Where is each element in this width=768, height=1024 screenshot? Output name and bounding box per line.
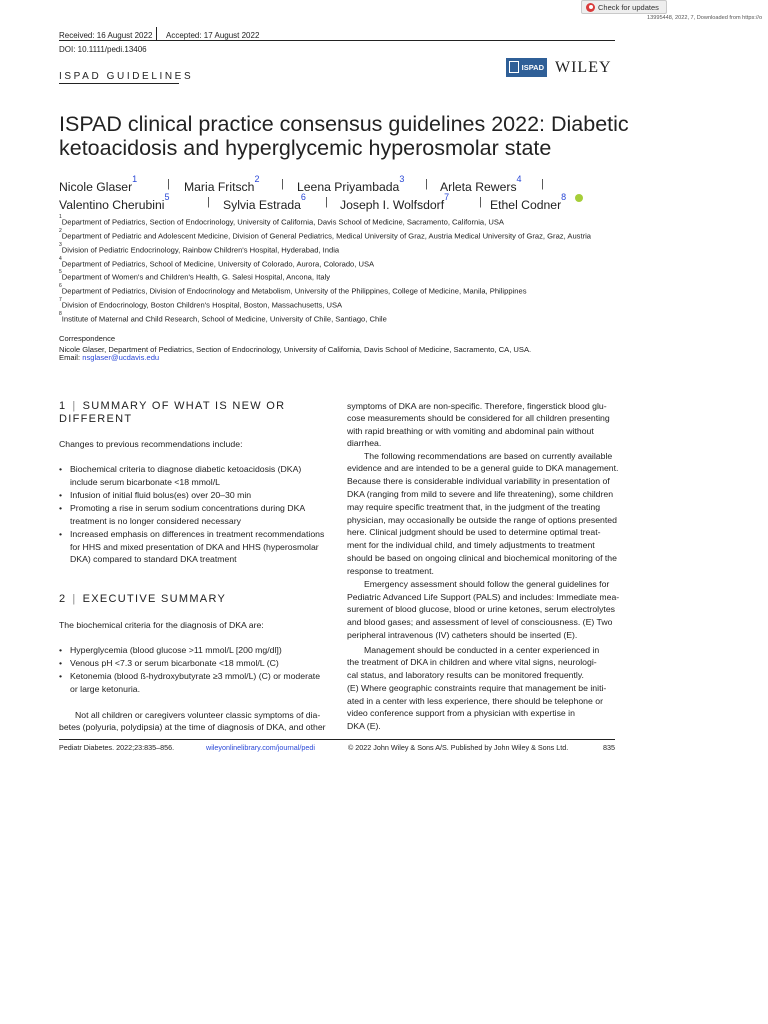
paragraph-line: physician, may occasionally be outside the range of options presented xyxy=(347,515,617,525)
check-for-updates-button[interactable] xyxy=(581,0,667,14)
title-line-1: ISPAD clinical practice consensus guidelines 2022: Diabetic xyxy=(59,112,629,136)
list-item: • Venous pH <7.3 or serum bicarbonate <18 mmol/L (C) xyxy=(70,657,279,670)
author[interactable]: Leena Priyambada$^3$ xyxy=(297,174,405,195)
doi: DOI: 10.1111/pedi.13406 xyxy=(59,45,147,54)
article-title xyxy=(59,112,699,160)
paragraph-line: The following recommendations are based on currently available xyxy=(364,451,613,461)
affiliation: $^3$Division of Pediatric Endocrinology, Rainbow Children's Hospital, Hyderabad, India xyxy=(59,242,340,255)
page-number: 835 xyxy=(603,743,615,752)
paragraph-line: the treatment of DKA in children and where vital signs, neurologi- xyxy=(347,657,597,667)
list-item: • Promoting a rise in serum sodium concentrations during DKA treatment is no longer considered necessary xyxy=(70,502,305,527)
author-separator: | xyxy=(207,196,210,208)
paragraph-line: symptoms of DKA are non-specific. Therefore, fingerstick blood glu- xyxy=(347,401,607,411)
paragraph-line: Not all children or caregivers volunteer classic symptoms of dia- xyxy=(75,710,321,720)
section-label: ISPAD GUIDELINES xyxy=(59,71,194,82)
paragraph-line: diarrhea. xyxy=(347,438,382,448)
paragraph-line: should be based on ongoing clinical and biochemical monitoring of the xyxy=(347,553,617,563)
footer-copyright: © 2022 John Wiley & Sons A/S. Published by John Wiley & Sons Ltd. xyxy=(348,743,569,752)
author[interactable]: Joseph I. Wolfsdorf$^7$ xyxy=(340,192,450,213)
paragraph-line: peripheral intravenous (IV) catheters should be inserted (E). xyxy=(347,630,578,640)
section-1-heading: 1 | SUMMARY OF WHAT IS NEW OR xyxy=(59,400,286,412)
list-item: • Infusion of initial fluid bolus(es) over 20–30 min xyxy=(70,489,251,502)
affiliation: $^6$Department of Pediatrics, Division of Endocrinology and Metabolism, University of the Philippines, College of Medicine, Manila, Philippines xyxy=(59,283,527,296)
paragraph-line: Pediatric Advanced Life Support (PALS) and includes: Immediate mea- xyxy=(347,592,620,602)
correspondence-label: Correspondence xyxy=(59,334,116,343)
wiley-logo: WILEY xyxy=(555,59,612,76)
footer-url-link[interactable]: wileyonlinelibrary.com/journal/pedi xyxy=(206,743,315,752)
author[interactable]: Sylvia Estrada$^6$ xyxy=(223,192,306,213)
footer-rule xyxy=(59,739,615,740)
accepted-date: Accepted: 17 August 2022 xyxy=(166,31,260,40)
paragraph-line: DKA (ranging from mild to severe and life threatening), some children xyxy=(347,489,614,499)
list-item: • Biochemical criteria to diagnose diabetic ketoacidosis (DKA) include serum bicarbonate <18 mmol/L xyxy=(70,463,301,488)
ispad-logo-text: ISPAD xyxy=(521,63,544,72)
list-item: • Ketonemia (blood ß-hydroxybutyrate ≥3 mmol/L) (C) or moderate or large ketonuria. xyxy=(70,670,320,695)
paragraph-line: and blood gases; and assessment of level of consciousness. (E) Two xyxy=(347,617,613,627)
orcid-icon[interactable] xyxy=(575,194,583,202)
ispad-logo xyxy=(506,58,547,77)
paragraph-line: evidence and are intended to be a general guide to DKA management. xyxy=(347,463,619,473)
paragraph-line: Because there is considerable individual variability in presentation of xyxy=(347,476,610,486)
author[interactable]: Arleta Rewers$^4$ xyxy=(440,174,522,195)
section-2-intro: The biochemical criteria for the diagnosis of DKA are: xyxy=(59,620,264,630)
paragraph-line: may require specific treatment that, in the judgment of the treating xyxy=(347,502,601,512)
affiliation: $^2$Department of Pediatric and Adolescent Medicine, Division of General Pediatrics, Medical University of Graz, Austria Medical University of Graz, Graz, Austria xyxy=(59,228,592,241)
email-link[interactable]: nsglaser@ucdavis.edu xyxy=(82,353,160,362)
paragraph-line: here. Clinical judgment should be used to determine optimal treat- xyxy=(347,527,601,537)
author-separator: | xyxy=(325,196,328,208)
paragraph-line: with rapid breathing or with vomiting and abdominal pain without xyxy=(347,426,594,436)
section-2-heading: 2 | EXECUTIVE SUMMARY xyxy=(59,593,227,605)
download-note: 13995448, 2022, 7, Downloaded from https://o xyxy=(647,15,763,21)
author-separator: | xyxy=(541,178,544,190)
paragraph-line: surement of blood glucose, blood or urine ketones, serum electrolytes xyxy=(347,604,616,614)
correspondence-address: Nicole Glaser, Department of Pediatrics, Section of Endocrinology, University of California, Davis School of Medicine, Sacramento, CA, USA. xyxy=(59,345,532,354)
author[interactable]: Ethel Codner$^8$ xyxy=(490,192,567,213)
affiliation: $^8$Institute of Maternal and Child Research, School of Medicine, University of Chile, Santiago, Chile xyxy=(59,311,387,324)
section-1-heading-cont: DIFFERENT xyxy=(59,413,133,425)
paragraph-line: response to treatment. xyxy=(347,566,434,576)
section-1-intro: Changes to previous recommendations include: xyxy=(59,439,243,449)
check-for-updates-label: Check for updates xyxy=(598,2,659,12)
paragraph-line: video conference support from a physician with expertise in xyxy=(347,708,575,718)
paragraph-line: (E) Where geographic constraints require that management be initi- xyxy=(347,683,607,693)
author-separator: | xyxy=(425,178,428,190)
header-rule xyxy=(59,40,615,41)
received-date: Received: 16 August 2022 xyxy=(59,31,153,40)
ispad-logo-icon xyxy=(509,61,519,73)
author[interactable]: Maria Fritsch$^2$ xyxy=(184,174,260,195)
paragraph-line: cal status, and laboratory results can be monitored frequently. xyxy=(347,670,584,680)
author-separator: | xyxy=(167,178,170,190)
affiliation: $^5$Department of Women's and Children's Health, G. Salesi Hospital, Ancona, Italy xyxy=(59,269,331,282)
paragraph-line: Emergency assessment should follow the general guidelines for xyxy=(364,579,610,589)
list-item: • Increased emphasis on differences in treatment recommendations for HHS and mixed presentation of DKA and HHS (hyperosmolar DKA) compared to standard DKA treatment xyxy=(70,528,324,566)
author-separator: | xyxy=(281,178,284,190)
meta-divider xyxy=(156,27,157,40)
footer-journal: Pediatr Diabetes. 2022;23:835–856. xyxy=(59,743,175,752)
list-item: • Hyperglycemia (blood glucose >11 mmol/L [200 mg/dl]) xyxy=(70,644,282,657)
section-label-underline xyxy=(59,83,179,84)
paragraph-line: ated in a center with less experience, there should be telephone or xyxy=(347,696,603,706)
correspondence-email-row xyxy=(59,353,159,362)
paragraph-line: DKA (E). xyxy=(347,721,381,731)
email-label: Email: xyxy=(59,353,83,362)
author[interactable]: Nicole Glaser$^1$ xyxy=(59,174,138,195)
update-icon xyxy=(586,3,595,12)
paragraph-line: Management should be conducted in a center experienced in xyxy=(364,645,600,655)
paragraph-line: ment for the individual child, and timely adjustments to treatment xyxy=(347,540,595,550)
affiliation: $^4$Department of Pediatrics, School of Medicine, University of Colorado, Aurora, Colorado, USA xyxy=(59,256,375,269)
affiliation: $^1$Department of Pediatrics, Section of Endocrinology, University of California, Davis School of Medicine, Sacramento, California, USA xyxy=(59,214,504,227)
paragraph-line: cose measurements should be considered for all children presenting xyxy=(347,413,610,423)
author[interactable]: Valentino Cherubini$^5$ xyxy=(59,192,170,213)
affiliation: $^7$Division of Endocrinology, Boston Children's Hospital, Boston, Massachusetts, USA xyxy=(59,297,343,310)
author-separator: | xyxy=(479,196,482,208)
title-line-2: ketoacidosis and hyperglycemic hyperosmolar state xyxy=(59,136,552,160)
paragraph-line: betes (polyuria, polydipsia) at the time of diagnosis of DKA, and other xyxy=(59,722,326,732)
